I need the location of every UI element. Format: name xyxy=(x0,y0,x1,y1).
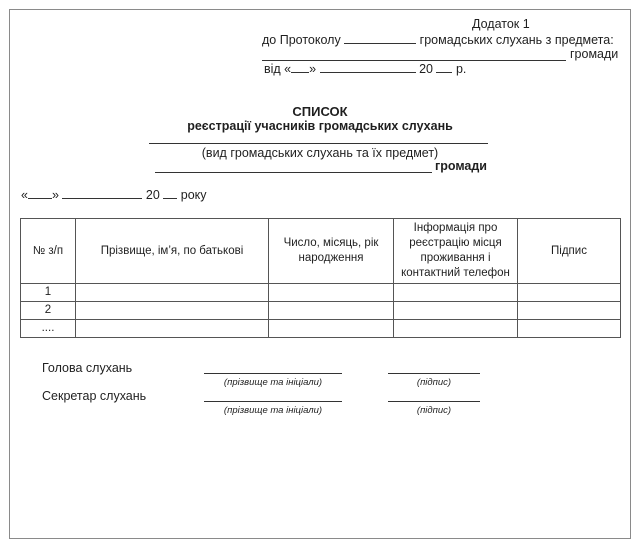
hearing-type-blank[interactable] xyxy=(149,143,488,144)
cell-signature[interactable] xyxy=(518,320,621,338)
secretary-signature-blank[interactable] xyxy=(388,401,480,402)
cell-residence-contact[interactable] xyxy=(394,302,518,320)
date-year: 20 xyxy=(419,62,433,76)
list-year-blank[interactable] xyxy=(163,188,177,199)
protocol-number-blank[interactable] xyxy=(344,33,416,44)
title-community: громади xyxy=(435,159,487,173)
chair-signature-blank[interactable] xyxy=(388,373,480,374)
col-full-name: Прізвище, ім’я, по батькові xyxy=(76,219,269,284)
chair-name-blank[interactable] xyxy=(204,373,342,374)
community-blank[interactable] xyxy=(155,172,432,173)
secretary-signature-hint: (підпис) xyxy=(416,405,452,416)
date-from-label: від « xyxy=(264,62,292,76)
cell-full-name[interactable] xyxy=(76,284,269,302)
col-residence-contact: Інформація про реєстрацію місця проживання і контактний телефон xyxy=(394,219,518,284)
cell-birth-date[interactable] xyxy=(269,284,394,302)
cell-residence-contact[interactable] xyxy=(394,320,518,338)
hearing-type-hint: (вид громадських слухань та їх предмет) xyxy=(201,146,439,160)
day-blank[interactable] xyxy=(291,62,309,73)
list-month-blank[interactable] xyxy=(62,188,142,199)
cell-birth-date[interactable] xyxy=(269,302,394,320)
subject-blank[interactable] xyxy=(262,60,566,61)
cell-full-name[interactable] xyxy=(76,320,269,338)
table-header-row xyxy=(21,219,621,284)
year-blank[interactable] xyxy=(436,62,452,73)
chair-label: Голова слухань xyxy=(42,361,133,375)
appendix-label: Додаток 1 xyxy=(472,17,530,31)
header-date-line xyxy=(264,62,466,76)
col-number: № з/п xyxy=(21,219,76,284)
protocol-suffix: громадських слухань з предмета: xyxy=(419,33,614,47)
date-open: « xyxy=(21,188,28,202)
list-year-suffix: року xyxy=(180,188,207,202)
cell-full-name[interactable] xyxy=(76,302,269,320)
col-signature: Підпис xyxy=(518,219,621,284)
table-row xyxy=(21,302,621,320)
row-number: 1 xyxy=(21,284,76,302)
protocol-line xyxy=(262,33,614,47)
protocol-prefix: до Протоколу xyxy=(262,33,341,47)
secretary-label: Секретар слухань xyxy=(42,389,147,403)
date-close: » xyxy=(51,188,59,202)
date-suffix: р. xyxy=(455,62,467,76)
table-row xyxy=(21,320,621,338)
list-title: СПИСОК xyxy=(292,104,348,119)
cell-residence-contact[interactable] xyxy=(394,284,518,302)
registration-table xyxy=(20,218,621,338)
row-number: .... xyxy=(21,320,76,338)
secretary-name-hint: (прізвище та ініціали) xyxy=(223,405,323,416)
month-blank[interactable] xyxy=(320,62,416,73)
list-day-blank[interactable] xyxy=(28,188,52,199)
cell-signature[interactable] xyxy=(518,302,621,320)
list-year-prefix: 20 xyxy=(145,188,160,202)
header-community: громади xyxy=(570,47,619,61)
list-date-line xyxy=(21,188,207,202)
list-subtitle: реєстрації учасників громадських слухань xyxy=(187,119,453,133)
secretary-name-blank[interactable] xyxy=(204,401,342,402)
date-quote: » xyxy=(309,62,317,76)
cell-birth-date[interactable] xyxy=(269,320,394,338)
chair-signature-hint: (підпис) xyxy=(416,377,452,388)
cell-signature[interactable] xyxy=(518,284,621,302)
col-birth-date: Число, місяць, рік народження xyxy=(269,219,394,284)
table-row xyxy=(21,284,621,302)
chair-name-hint: (прізвище та ініціали) xyxy=(223,377,323,388)
row-number: 2 xyxy=(21,302,76,320)
